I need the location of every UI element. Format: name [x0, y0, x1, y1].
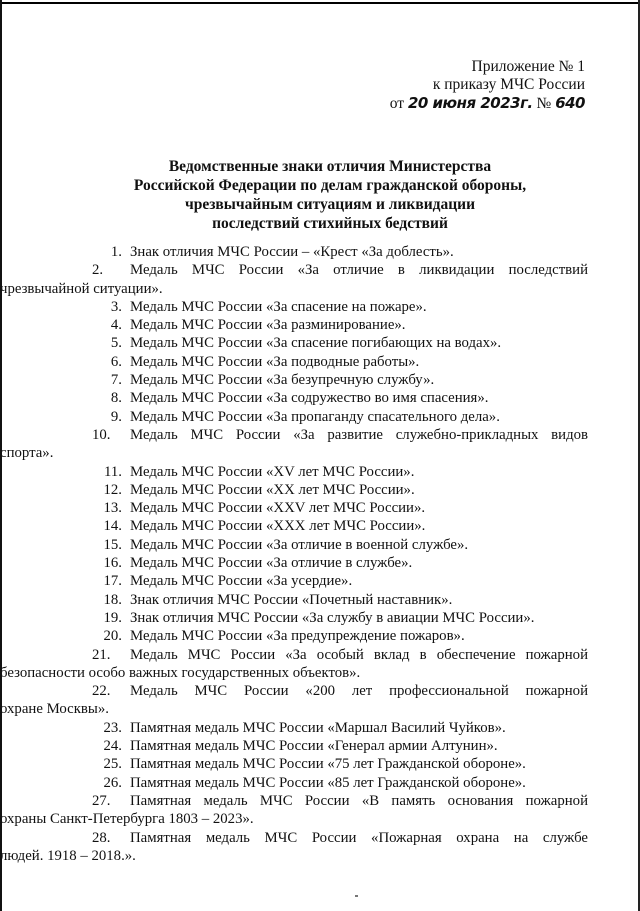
- item-number: 24.: [103, 738, 122, 755]
- list-item: [92, 408, 588, 426]
- item-number: 9.: [110, 408, 122, 425]
- item-text: Медаль МЧС России «За разминирование».: [130, 317, 406, 334]
- list-item: [92, 719, 588, 737]
- item-number: 7.: [110, 372, 122, 389]
- list-item: [0, 261, 588, 298]
- title-line-1: Ведомственные знаки отличия Министерства: [168, 158, 492, 175]
- awards-list: [0, 243, 588, 865]
- date-prefix: от: [389, 95, 405, 112]
- item-number: 21.: [92, 646, 111, 663]
- item-text-line-1: [92, 792, 588, 810]
- item-number: 28.: [92, 829, 111, 846]
- list-item: [0, 792, 588, 829]
- item-text: Памятная медаль МЧС России «85 лет Гражданской обороне».: [130, 774, 526, 791]
- item-text: Медаль МЧС России «За отличие в ликвидации последствий: [130, 262, 588, 279]
- item-number: 20.: [103, 628, 122, 645]
- item-text: Медаль МЧС России «За безупречную службу».: [130, 372, 435, 389]
- list-item: [92, 627, 588, 645]
- item-text: Медаль МЧС России «XX лет МЧС России».: [130, 481, 415, 498]
- item-text-line-1: [92, 682, 588, 700]
- item-number: 2.: [92, 262, 104, 279]
- item-text-continuation: спорта».: [0, 445, 54, 462]
- item-number: 19.: [103, 609, 122, 626]
- item-number: 1.: [110, 244, 122, 260]
- list-item: [92, 389, 588, 407]
- list-item: [92, 591, 588, 609]
- item-text: Знак отличия МЧС России – «Крест «За доблесть».: [130, 244, 454, 260]
- item-text: Медаль МЧС России «За содружество во имя спасения».: [130, 390, 489, 407]
- item-number: 12.: [103, 481, 122, 498]
- list-item: [0, 829, 588, 866]
- item-text-continuation: безопасности особо важных государственных объектов».: [0, 664, 361, 681]
- list-item: [92, 316, 588, 334]
- item-text: Медаль МЧС России «За усердие».: [130, 573, 353, 590]
- item-number: 27.: [92, 792, 111, 809]
- title-line-3: чрезвычайным ситуациям и ликвидации: [184, 196, 476, 213]
- title-line-2: Российской Федерации по делам гражданской обороны,: [133, 177, 527, 194]
- scan-edge-top: [0, 2, 640, 4]
- item-number: 26.: [103, 774, 122, 791]
- list-item: [92, 499, 588, 517]
- item-text: Медаль МЧС России «За особый вклад в обеспечение пожарной: [130, 646, 588, 663]
- list-item: [92, 517, 588, 535]
- item-number: 11.: [104, 463, 122, 480]
- item-text: Памятная медаль МЧС России «Пожарная охрана на службе: [130, 829, 588, 846]
- item-text: Медаль МЧС России «XXV лет МЧС России».: [130, 500, 426, 517]
- item-text-continuation: людей. 1918 – 2018.».: [0, 847, 136, 864]
- handwritten-number: 640: [555, 94, 585, 112]
- item-number: 8.: [110, 390, 122, 407]
- item-number: 5.: [110, 335, 122, 352]
- item-number: 16.: [103, 555, 122, 572]
- item-number: 14.: [103, 518, 122, 535]
- item-number: 3.: [110, 298, 122, 315]
- list-item: [92, 536, 588, 554]
- appendix-header: [380, 58, 585, 113]
- list-item: [92, 481, 588, 499]
- list-item: [0, 682, 588, 719]
- title-line-4: последствий стихийных бедствий: [212, 215, 448, 232]
- item-text: Медаль МЧС России «За отличие в службе».: [130, 555, 413, 572]
- order-date-line: [380, 94, 585, 113]
- item-text: Медаль МЧС России «За спасение на пожаре».: [130, 298, 427, 315]
- item-text: Медаль МЧС России «За предупреждение пожаров».: [130, 628, 465, 645]
- item-text: Медаль МЧС России «За подводные работы».: [130, 353, 420, 370]
- item-number: 17.: [103, 573, 122, 590]
- item-text: Памятная медаль МЧС России «Генерал армии Алтунин».: [130, 738, 498, 755]
- list-item: [92, 774, 588, 792]
- list-item: [92, 609, 588, 627]
- item-text: Медаль МЧС России «За пропаганду спасательного дела».: [130, 408, 500, 425]
- item-number: 25.: [103, 756, 122, 773]
- item-text: Памятная медаль МЧС России «В память основания пожарной: [130, 792, 588, 809]
- item-text: Медаль МЧС России «200 лет профессиональной пожарной: [130, 683, 588, 700]
- item-text: Медаль МЧС России «XV лет МЧС России».: [130, 463, 415, 480]
- number-prefix: №: [536, 95, 552, 112]
- item-text: Памятная медаль МЧС России «Маршал Василий Чуйков».: [130, 719, 506, 736]
- document-title: [120, 157, 540, 233]
- item-number: 15.: [103, 536, 122, 553]
- item-text: Медаль МЧС России «За развитие служебно-прикладных видов: [130, 426, 588, 443]
- item-number: 10.: [92, 426, 111, 443]
- item-text: Памятная медаль МЧС России «75 лет Гражданской обороне».: [130, 756, 526, 773]
- item-text-continuation: чрезвычайной ситуации».: [0, 280, 163, 297]
- list-item: [92, 554, 588, 572]
- item-number: 22.: [92, 683, 111, 700]
- list-item: [92, 737, 588, 755]
- appendix-label: Приложение № 1: [471, 58, 585, 75]
- order-reference: к приказу МЧС России: [432, 76, 585, 93]
- list-item: [92, 371, 588, 389]
- item-text-line-1: [92, 646, 588, 664]
- list-item: [92, 755, 588, 773]
- item-text-line-1: [92, 426, 588, 444]
- list-item: [92, 572, 588, 590]
- scan-speck: [355, 895, 358, 897]
- item-text: Медаль МЧС России «За спасение погибающих на водах».: [130, 335, 502, 352]
- list-item: [0, 426, 588, 463]
- item-number: 13.: [103, 500, 122, 517]
- handwritten-date: 20 июня 2023г.: [407, 94, 533, 112]
- item-text-continuation: охраны Санкт-Петербурга 1803 – 2023».: [0, 811, 254, 828]
- item-text: Знак отличия МЧС России «За службу в авиации МЧС России».: [130, 609, 535, 626]
- list-item: [0, 646, 588, 683]
- item-number: 6.: [110, 353, 122, 370]
- item-number: 4.: [110, 317, 122, 334]
- item-number: 18.: [103, 591, 122, 608]
- list-item: [92, 463, 588, 481]
- list-item: [92, 243, 588, 261]
- item-text: Медаль МЧС России «За отличие в военной службе».: [130, 536, 469, 553]
- item-text: Медаль МЧС России «XXX лет МЧС России».: [130, 518, 426, 535]
- list-item: [92, 334, 588, 352]
- item-text-line-1: [92, 829, 588, 847]
- item-text-line-1: [92, 261, 588, 279]
- item-number: 23.: [103, 719, 122, 736]
- list-item: [92, 298, 588, 316]
- item-text: Знак отличия МЧС России «Почетный наставник».: [130, 591, 453, 608]
- list-item: [92, 353, 588, 371]
- item-text-continuation: охране Москвы».: [0, 701, 109, 718]
